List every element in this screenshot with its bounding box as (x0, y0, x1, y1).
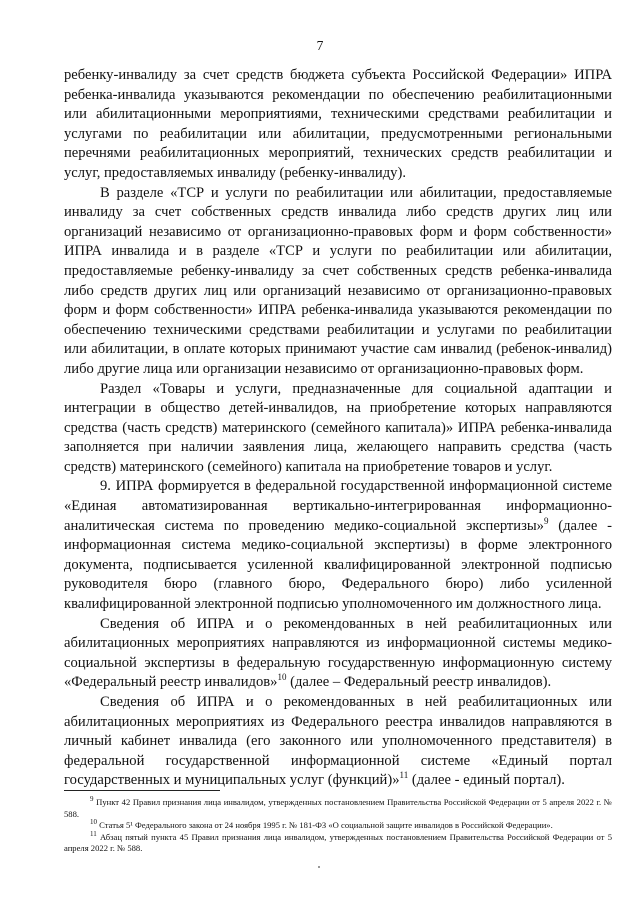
footnote-ref-11[interactable]: 11 (399, 770, 409, 781)
footnotes (64, 797, 612, 855)
footnote-mark: 11 (90, 829, 97, 838)
footnote-mark: 9 (90, 795, 94, 804)
paragraph-1: ребенку-инвалиду за счет средств бюджета субъекта Российской Федерации» ИПРА ребенка-инвалида указываются рекомендации по обеспечению реабилитационными или абилитационными мероприятиями, техническими средствами реабилитации и услугами по реабилитации или абилитации, предусмотренными региональными перечнями реабилитационных мероприятий, технических средств реабилитации и услуг, предоставляемых инвалиду (ребенку-инвалиду). (64, 67, 612, 181)
footnote-ref-9[interactable]: 9 (543, 515, 549, 526)
body-text (64, 66, 612, 791)
paragraph-4 (64, 477, 612, 614)
paragraph-3: Раздел «Товары и услуги, предназначенные для социальной адаптации и интеграции в общество детей-инвалидов, на приобретение которых направляются средства (часть средств) материнского (семейного капитала)» ИПРА ребенка-инвалида заполняется при наличии заявления лица, желающего направить средства (часть средств) материнского (семейного) капитала на приобретение товаров и услуг. (64, 380, 612, 475)
footnote-ref-10[interactable]: 10 (277, 672, 287, 683)
paragraph-6 (64, 693, 612, 791)
footnote-10 (64, 820, 612, 832)
paragraph-5-text-after: (далее – Федеральный реестр инвалидов). (286, 674, 552, 691)
footnote-text: Пункт 42 Правил признания лица инвалидом, утвержденных постановлением Правительства Российской Федерации от 5 апреля 2022 г. № 588. (64, 797, 612, 819)
footnote-divider (64, 790, 220, 791)
scan-speck (318, 866, 320, 868)
footnote-text: Абзац пятый пункта 45 Правил признания лица инвалидом, утвержденных постановлением Правительства Российской Федерации от 5 апреля 2022 г. № 588. (64, 831, 612, 854)
paragraph-5 (64, 615, 612, 693)
paragraph-6-text-after: (далее - единый портал). (408, 772, 565, 789)
paragraph-2: В разделе «ТСР и услуги по реабилитации или абилитации, предоставляемые инвалиду за счет собственных средств инвалида либо средств других лиц или организаций независимо от организационно-правовых форм и форм собственности» ИПРА инвалида и в разделе «ТСР и услуги по реабилитации или абилитации, предоставляемые ребенку-инвалиду за счет собственных средств ребенка-инвалида либо средств других лиц или организаций независимо от организационно-правовых форм и форм собственности» ИПРА ребенка-инвалида указываются рекомендации по обеспечению техническими средствами реабилитации и услугами по реабилитации или абилитации, в оплате которых принимают участие сам инвалид (ребенок-инвалид) либо другие лица или организации независимо от организационно-правовых форм. (64, 184, 612, 377)
paragraph-6-text-before: Сведения об ИПРА и о рекомендованных в ней реабилитационных или абилитационных мероприятиях из Федерального реестра инвалидов направляются в личный кабинет инвалида (его законного или уполномоченного представителя) в федеральной государственной информационной системе «Единый портал государственных и муниципальных услуг (функций)» (64, 694, 612, 789)
footnote-text: Статья 5¹ Федерального закона от 24 ноября 1995 г. № 181-ФЗ «О социальной защите инвалидов в Российской Федерации». (97, 820, 553, 831)
paragraph-4-text-before: 9. ИПРА формируется в федеральной государственной информационной системе «Единая автоматизированная вертикально-интегрированная информационно-аналитическая система по проведению медико-социальной экспертизы» (64, 478, 612, 534)
footnote-9 (64, 797, 612, 820)
footnote-mark: 10 (90, 818, 97, 827)
footnote-11 (64, 829, 612, 855)
paragraph-5-text-before: Сведения об ИПРА и о рекомендованных в ней реабилитационных или абилитационных мероприятиях направляются из информационной системы медико-социальной экспертизы в федеральную государственную информационную систему «Федеральный реестр инвалидов» (64, 615, 612, 691)
paragraph-4-text-after: (далее - информационная система медико-социальной экспертизы) в форме электронного документа, подписывается усиленной квалифицированной электронной подписью руководителя бюро (главного бюро, Федерального бюро) либо усиленной квалифицированной электронной подписью уполномоченного им должностного лица. (64, 517, 612, 613)
page-number: 7 (316, 38, 324, 53)
